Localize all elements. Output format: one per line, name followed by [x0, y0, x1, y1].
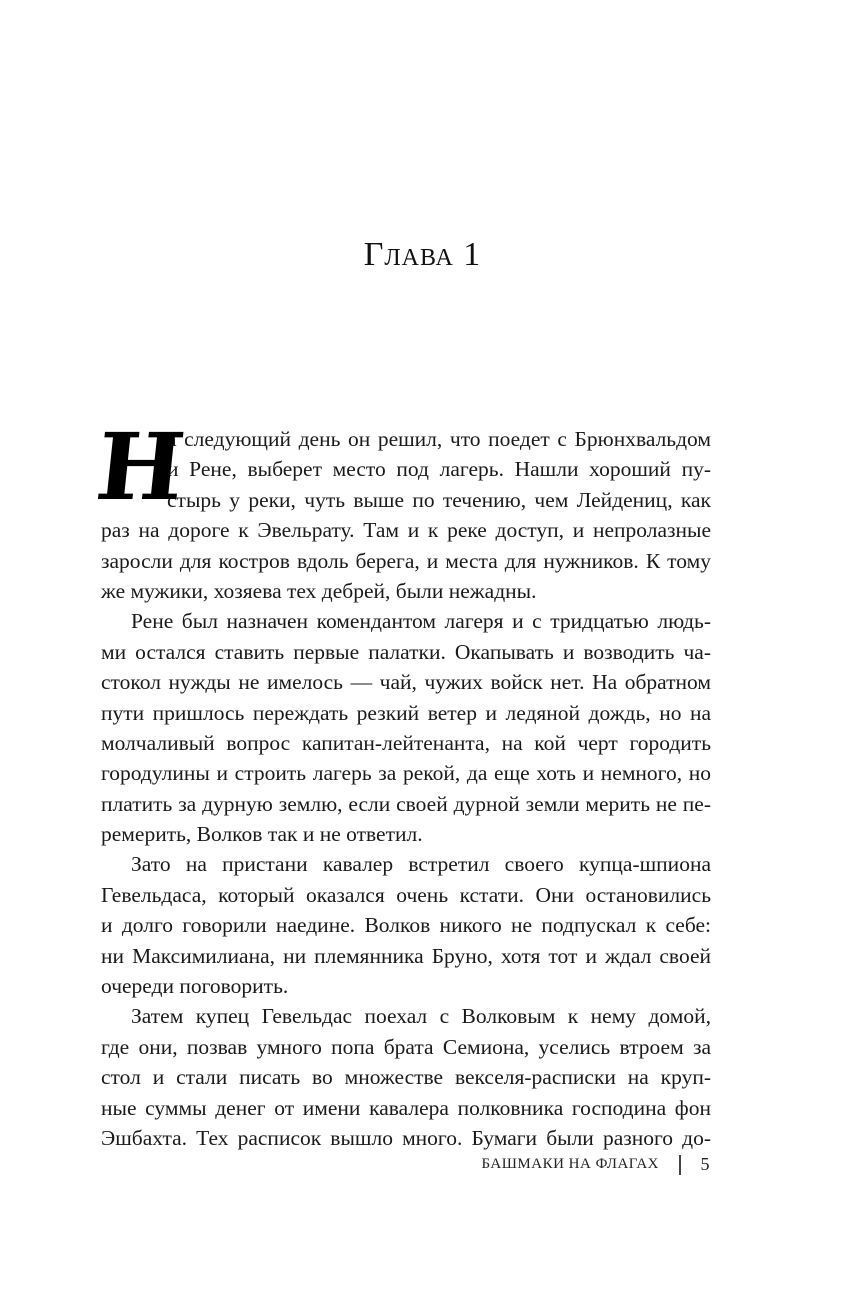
text-line: а следующий день он решил, что поедет с Брюнхвальдом: [167, 427, 711, 451]
page-number: 5: [700, 1154, 710, 1174]
chapter-title: Глава 1: [363, 236, 482, 273]
text-line: молчаливый вопрос капитан-лейтенанта, на кой черт городить: [101, 730, 711, 755]
drop-cap-letter: [91, 413, 190, 521]
drop-cap-glyph: Н: [91, 413, 190, 521]
text-line: где они, позвав умного попа брата Семиона, уселись втроем за: [101, 1034, 711, 1059]
text-line: ни Максимилиана, ни племянника Бруно, хотя тот и ждал своей: [101, 943, 711, 968]
text-line: стокол нужды не имелось — чай, чужих войск нет. На обратном: [101, 670, 711, 695]
text-line: Рене был назначен комендантом лагеря и с тридцатью людь-: [131, 609, 711, 634]
text-line: Эшбахта. Тех расписок вышло много. Бумаги были разного до-: [101, 1125, 711, 1150]
text-line: платить за дурную землю, если своей дурной земли мерить не пе-: [101, 791, 711, 816]
text-line: ремерить, Волков так и не ответил.: [101, 822, 423, 847]
text-line: городулины и строить лагерь за рекой, да еще хоть и немного, но: [101, 761, 711, 786]
text-line: же мужики, хозяева тех дебрей, были нежадны.: [101, 578, 537, 603]
text-line: Зато на пристани кавалер встретил своего купца-шпиона: [131, 852, 711, 877]
text-line: Затем купец Гевельдас поехал с Волковым к нему домой,: [131, 1004, 711, 1029]
text-line: и долго говорили наедине. Волков никого не подпускал к себе:: [101, 913, 711, 938]
text-line: пути пришлось переждать резкий ветер и ледяной дождь, но на: [101, 700, 711, 725]
footer-divider: [679, 1155, 681, 1175]
text-line: ми остался ставить первые палатки. Окапывать и возводить ча-: [101, 639, 711, 664]
text-line: стол и стали писать во множестве векселя-расписки на круп-: [101, 1065, 711, 1090]
page-footer: [482, 1154, 710, 1175]
text-line: Гевельдаса, который оказался очень кстати. Они остановились: [101, 882, 711, 907]
text-line: стырь у реки, чуть выше по течению, чем Лейдениц, как: [167, 487, 711, 512]
text-line: раз на дороге к Эвельрату. Там и к реке доступ, и непролазные: [101, 518, 711, 543]
running-title: БАШМАКИ НА ФЛАГАХ: [481, 1156, 659, 1172]
text-line: очереди поговорить.: [101, 974, 289, 999]
body-text: [91, 413, 711, 1153]
text-line: и Рене, выберет место под лагерь. Нашли хороший пу-: [167, 457, 711, 482]
text-line: ные суммы денег от имени кавалера полковника господина фон: [101, 1095, 711, 1120]
text-line: заросли для костров вдоль берега, и места для нужников. К тому: [101, 548, 711, 573]
